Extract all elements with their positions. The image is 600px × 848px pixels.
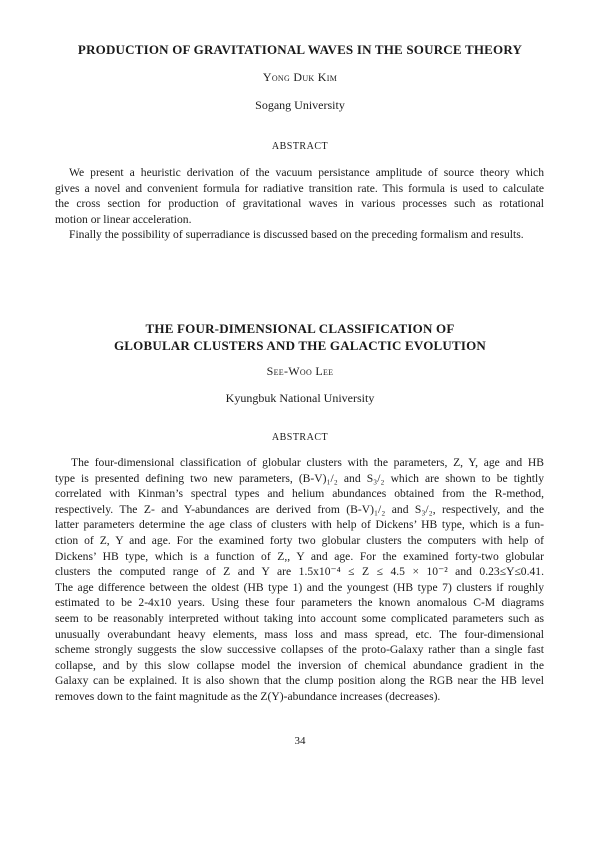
abstract-line: motion or linear acceleration. bbox=[55, 212, 192, 226]
abstract-line: removes down to the faint magnitude as the Z(Y)-abundance increases (decreases). bbox=[55, 689, 441, 703]
paper2-title-line2: GLOBULAR CLUSTERS AND THE GALACTIC EVOLUTION bbox=[113, 338, 487, 353]
paper2-title-line1: THE FOUR-DIMENSIONAL CLASSIFICATION OF bbox=[145, 321, 455, 336]
abstract-line: gives a novel and convenient formula for radiative transition rate. This formula is used to calculate bbox=[55, 181, 544, 195]
paper2-author: See-Woo Lee bbox=[266, 364, 334, 378]
abstract-line: scheme strongly suggests the slow successive collapses of the proto-Galaxy rather than a single fast bbox=[55, 643, 544, 657]
abstract-line: We present a heuristic derivation of the vacuum persistance amplitude of source theory which bbox=[69, 166, 544, 179]
paper2-abstract-label: ABSTRACT bbox=[271, 432, 329, 443]
abstract-line: respectively. The Z- and Y-abundances are derived from (B-V)₁/₂ and S₃/₂, respectively, and the bbox=[55, 502, 544, 516]
abstract-line: unusually overabundant heavy elements, mass loss and mass spread, etc. The four-dimensional bbox=[55, 627, 544, 641]
abstract-line: correlated with Kinman’s spectral types and helium abundances obtained from the R-method, bbox=[55, 487, 544, 501]
abstract-line: Finally the possibility of superradiance is discussed based on the preceding formalism and results. bbox=[69, 228, 524, 242]
paper2-affiliation: Kyungbuk National University bbox=[225, 391, 375, 405]
abstract-line: seem to be reasonably interpreted without taking into account some complicated parameters such as bbox=[55, 611, 544, 625]
paper1-affiliation: Sogang University bbox=[255, 98, 345, 112]
abstract-line: type is presented defining two new parameters, (B-V)₁/₂ and S₃/₂ which are shown to be tightly bbox=[55, 471, 544, 485]
abstract-line: ction of Z, Y and age. For the examined forty two globular clusters the computers with help of bbox=[55, 533, 544, 547]
paper1-abstract-label: ABSTRACT bbox=[271, 141, 329, 152]
paper1-abstract bbox=[55, 165, 544, 243]
abstract-line: The four-dimensional classification of globular clusters with the parameters, Z, Y, age and HB bbox=[71, 456, 544, 469]
abstract-line: estimated to be 2-4x10 years. Using these four parameters the known anomalous C-M diagrams bbox=[55, 596, 544, 610]
abstract-line: Galaxy can be explained. It is also shown that the clump position along the RGB near the HB level bbox=[55, 674, 544, 688]
abstract-line: collapse, and by this slow collapse model the inversion of chemical abundance gradient in the bbox=[55, 658, 544, 672]
abstract-line: the cross section for production of gravitational waves in various processes such as rotational bbox=[55, 197, 544, 211]
abstract-line: The age difference between the oldest (HB type 1) and the youngest (HB type 7) clusters if roughly bbox=[55, 580, 544, 594]
paper1-title: PRODUCTION OF GRAVITATIONAL WAVES IN THE SOURCE THEORY bbox=[77, 42, 523, 57]
page-number: 34 bbox=[294, 735, 306, 747]
paper2-abstract bbox=[55, 455, 544, 705]
abstract-line: latter parameters determine the age class of clusters with help of Dickens’ HB type, which is a fun- bbox=[55, 518, 544, 532]
abstract-line: Dickens’ HB type, which is a function of Z,, Y and age. For the examined forty-two globular bbox=[55, 549, 544, 563]
paper1-author: Yong Duk Kim bbox=[262, 70, 338, 84]
abstract-line: clusters the computed range of Z and Y are 1.5x10⁻⁴ ≤ Z ≤ 4.5 × 10⁻² and 0.23≤Y≤0.41. bbox=[55, 565, 544, 579]
